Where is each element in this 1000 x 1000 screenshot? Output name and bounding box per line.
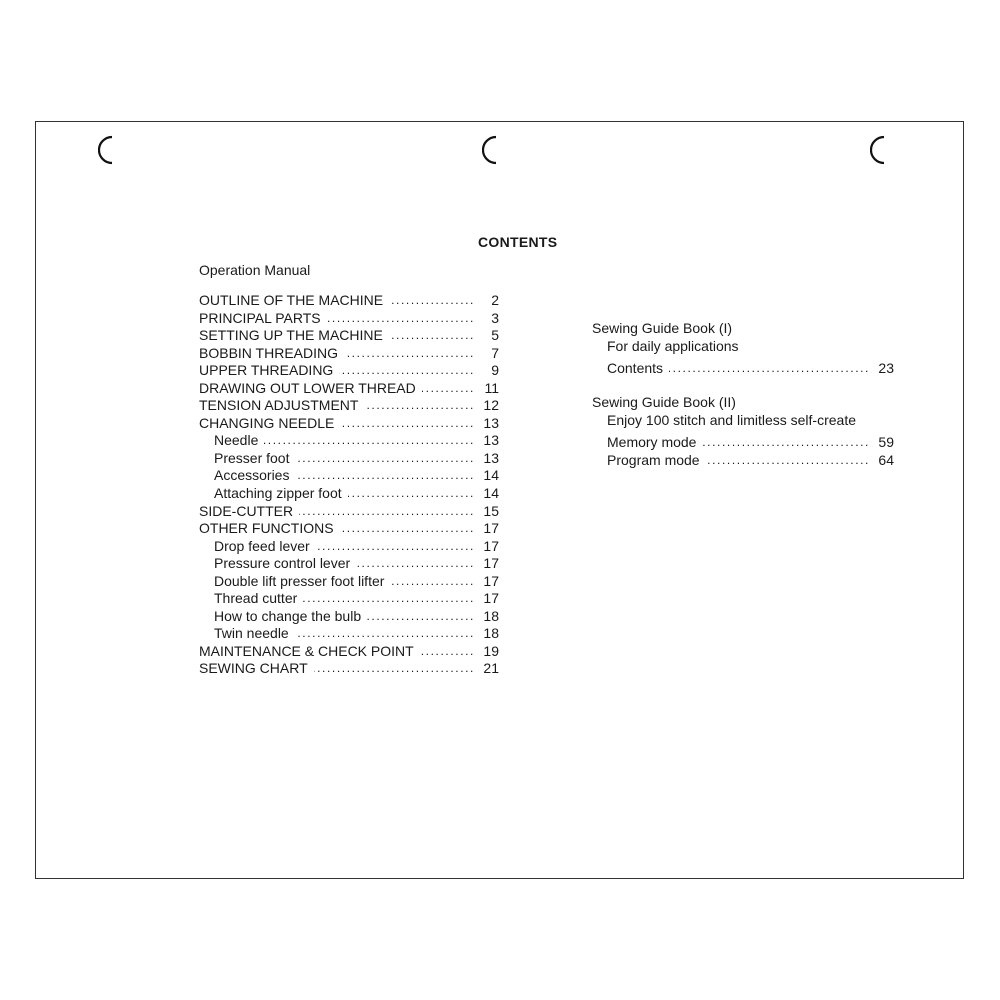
dot-leader — [356, 555, 475, 573]
dot-leader — [367, 608, 475, 626]
toc-entry-label: Drop feed lever — [214, 537, 310, 554]
guide-book-1-description: For daily applications — [607, 338, 739, 354]
dot-leader — [669, 359, 870, 377]
toc-entry-label: Presser foot — [214, 449, 290, 466]
toc-entry-page: 15 — [483, 502, 499, 519]
toc-entry-page: 17 — [483, 520, 499, 537]
dot-leader — [706, 451, 870, 469]
toc-entry — [199, 555, 499, 573]
binder-hole-icon — [98, 135, 114, 165]
toc-entry-label: SETTING UP THE MACHINE — [199, 327, 383, 344]
dot-leader — [264, 432, 475, 450]
toc-entry-page: 13 — [483, 414, 499, 431]
toc-entry-page: 64 — [878, 452, 894, 468]
toc-entry-label: Accessories — [214, 467, 290, 484]
toc-entry-page: 18 — [483, 625, 499, 642]
toc-entry-label: Needle — [214, 432, 259, 449]
toc-entry-page: 5 — [491, 327, 499, 344]
guide-books-toc — [592, 319, 894, 469]
toc-entry — [199, 292, 499, 310]
toc-entry — [199, 415, 499, 433]
toc-entry-label: SEWING CHART — [199, 660, 308, 677]
dot-leader — [299, 503, 475, 521]
toc-entry — [199, 538, 499, 556]
toc-entry — [592, 451, 894, 469]
toc-entry-label: DRAWING OUT LOWER THREAD — [199, 379, 416, 396]
toc-entry — [199, 520, 499, 538]
dot-leader — [295, 625, 475, 643]
toc-entry — [199, 467, 499, 485]
toc-entry — [199, 625, 499, 643]
toc-entry — [199, 608, 499, 626]
dot-leader — [314, 660, 475, 678]
toc-entry-label: MAINTENANCE & CHECK POINT — [199, 642, 414, 659]
toc-entry-label: Memory mode — [607, 434, 697, 450]
toc-entry-page: 19 — [483, 642, 499, 659]
toc-entry-label: TENSION ADJUSTMENT — [199, 397, 359, 414]
toc-entry-page: 13 — [483, 432, 499, 449]
toc-entry-page: 12 — [483, 397, 499, 414]
operation-manual-toc — [199, 292, 499, 678]
dot-leader — [339, 362, 475, 380]
dot-leader — [348, 485, 475, 503]
toc-entry-label: BOBBIN THREADING — [199, 344, 338, 361]
toc-entry-page: 13 — [483, 449, 499, 466]
dot-leader — [390, 573, 475, 591]
toc-entry — [199, 450, 499, 468]
toc-entry — [592, 433, 894, 451]
toc-entry-label: CHANGING NEEDLE — [199, 414, 335, 431]
toc-entry-page: 14 — [483, 467, 499, 484]
dot-leader — [295, 450, 475, 468]
toc-entry — [199, 485, 499, 503]
toc-entry-page: 21 — [483, 660, 499, 677]
toc-entry-label: Double lift presser foot lifter — [214, 572, 385, 589]
guide-book-2-heading: Sewing Guide Book (II) — [592, 394, 736, 410]
toc-entry — [199, 397, 499, 415]
toc-entry-page: 59 — [878, 434, 894, 450]
toc-entry — [199, 362, 499, 380]
toc-entry-label: How to change the bulb — [214, 607, 362, 624]
toc-entry-page: 18 — [483, 607, 499, 624]
toc-entry — [199, 590, 499, 608]
toc-entry — [592, 359, 894, 377]
dot-leader — [295, 467, 475, 485]
toc-entry-page: 17 — [483, 590, 499, 607]
toc-entry — [199, 310, 499, 328]
dot-leader — [340, 415, 475, 433]
toc-entry — [199, 643, 499, 661]
dot-leader — [316, 538, 475, 556]
dot-leader — [303, 590, 475, 608]
toc-entry — [199, 345, 499, 363]
dot-leader — [389, 292, 475, 310]
guide-book-1-heading: Sewing Guide Book (I) — [592, 320, 733, 336]
toc-entry-page: 23 — [878, 360, 894, 376]
toc-entry-label: Twin needle — [214, 625, 289, 642]
toc-entry-page: 2 — [491, 292, 499, 308]
operation-manual-heading: Operation Manual — [199, 262, 311, 278]
toc-entry-label: SIDE-CUTTER — [199, 502, 294, 519]
toc-entry-page: 11 — [484, 379, 499, 396]
toc-entry-label: OUTLINE OF THE MACHINE — [199, 292, 384, 308]
toc-entry — [199, 432, 499, 450]
toc-entry-label: PRINCIPAL PARTS — [199, 309, 321, 326]
toc-entry-label: Contents — [607, 360, 664, 376]
toc-entry — [199, 327, 499, 345]
toc-entry-page: 17 — [483, 537, 499, 554]
binder-hole-icon — [870, 135, 886, 165]
toc-entry — [199, 660, 499, 678]
toc-entry-page: 3 — [491, 309, 499, 326]
toc-entry-label: Attaching zipper foot — [214, 485, 342, 502]
toc-entry-page: 14 — [483, 485, 499, 502]
toc-entry-page: 17 — [483, 572, 499, 589]
dot-leader — [389, 327, 475, 345]
toc-entry — [199, 573, 499, 591]
dot-leader — [420, 643, 475, 661]
dot-leader — [340, 520, 475, 538]
toc-entry — [199, 503, 499, 521]
toc-entry-label: Program mode — [607, 452, 700, 468]
toc-entry-label: OTHER FUNCTIONS — [199, 520, 334, 537]
dot-leader — [364, 397, 475, 415]
toc-entry-label: Pressure control lever — [214, 555, 351, 572]
toc-entry-label: Thread cutter — [214, 590, 298, 607]
page-title: CONTENTS — [478, 234, 558, 250]
toc-entry-page: 17 — [483, 555, 499, 572]
toc-entry-page: 9 — [491, 362, 499, 379]
dot-leader — [344, 345, 475, 363]
toc-entry-page: 7 — [491, 344, 499, 361]
dot-leader — [327, 310, 475, 328]
binder-hole-icon — [482, 135, 498, 165]
dot-leader — [702, 433, 870, 451]
toc-entry-label: UPPER THREADING — [199, 362, 334, 379]
dot-leader — [422, 380, 475, 398]
guide-book-2-description: Enjoy 100 stitch and limitless self-create — [607, 412, 856, 428]
toc-entry — [199, 380, 499, 398]
